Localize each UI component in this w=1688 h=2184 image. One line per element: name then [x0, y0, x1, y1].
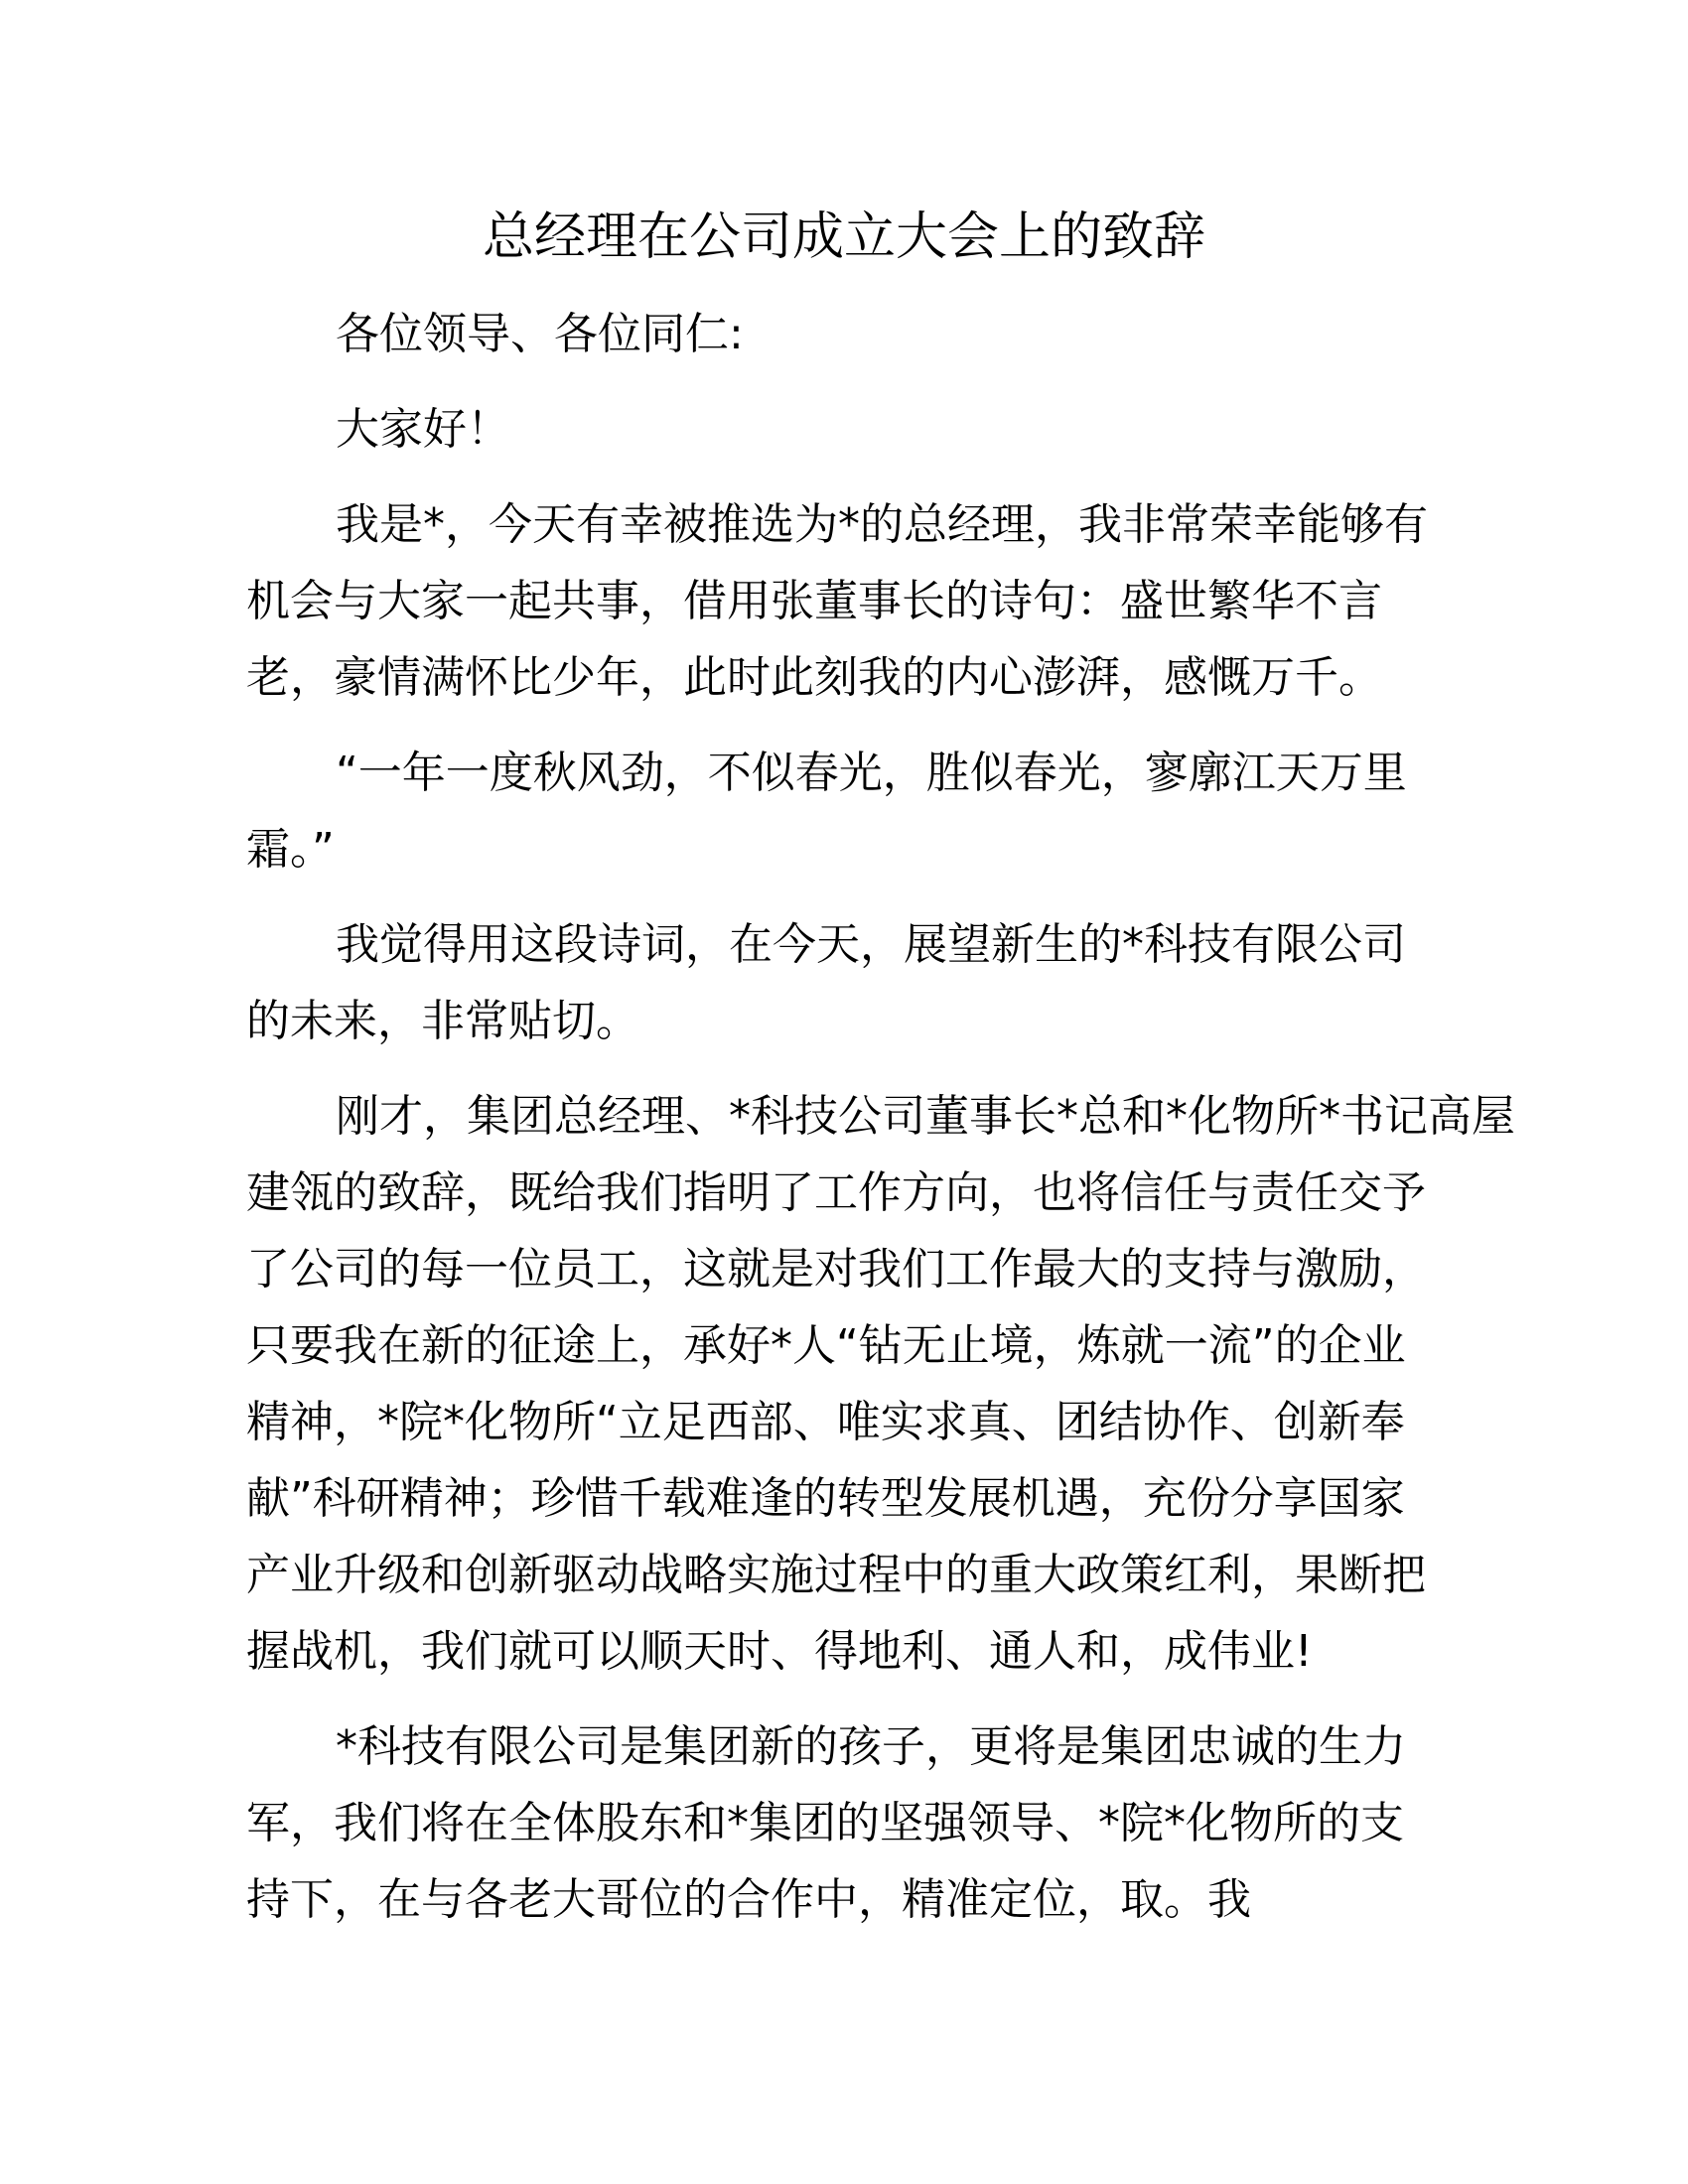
paragraph-line: 献”科研精神；珍惜千载难逢的转型发展机遇，充份分享国家	[246, 1473, 1405, 1524]
paragraph-line: 建瓴的致辞，既给我们指明了工作方向，也将信任与责任交予	[246, 1167, 1426, 1218]
paragraph	[246, 1078, 1537, 1690]
paragraph-line: 我是*，今天有幸被推选为*的总经理，我非常荣幸能够有	[336, 499, 1428, 550]
paragraph	[246, 906, 1537, 1059]
paragraph	[246, 1708, 1537, 1938]
paragraph-line: “一年一度秋风劲，不似春光，胜似春光，寥廓江天万里	[336, 748, 1407, 798]
paragraph-line: 大家好！	[336, 404, 510, 455]
paragraph-line: 机会与大家一起共事，借用张董事长的诗句：盛世繁华不言	[246, 576, 1382, 626]
paragraph-line: *科技有限公司是集团新的孩子，更将是集团忠诚的生力	[336, 1721, 1406, 1772]
paragraph-line: 我觉得用这段诗词，在今天，展望新生的*科技有限公司	[336, 919, 1406, 970]
paragraph-line: 握战机，我们就可以顺天时、得地利、通人和，成伟业!	[246, 1626, 1313, 1677]
paragraph-line: 军，我们将在全体股东和*集团的坚强领导、*院*化物所的支	[246, 1798, 1404, 1848]
paragraph-line: 各位领导、各位同仁:	[336, 309, 744, 359]
document-title: 总经理在公司成立大会上的致辞	[482, 207, 1205, 267]
paragraph-line: 只要我在新的征途上，承好*人“钻无止境，炼就一流”的企业	[246, 1320, 1406, 1371]
paragraph-line: 产业升级和创新驱动战略实施过程中的重大政策红利，果断把	[246, 1550, 1426, 1600]
paragraph	[246, 391, 1537, 468]
paragraph-line: 老，豪情满怀比少年，此时此刻我的内心澎湃，感慨万千。	[246, 652, 1382, 703]
paragraph-line: 刚才，集团总经理、*科技公司董事长*总和*化物所*书记高屋	[336, 1091, 1515, 1142]
paragraph	[246, 486, 1537, 716]
paragraph	[246, 296, 1537, 372]
paragraph-line: 精神，*院*化物所“立足西部、唯实求真、团结协作、创新奉	[246, 1397, 1405, 1447]
paragraph	[246, 735, 1537, 887]
paragraph-line: 霜。”	[246, 824, 335, 875]
paragraph-line: 了公司的每一位员工，这就是对我们工作最大的支持与激励，	[246, 1244, 1426, 1295]
paragraph-line: 的未来，非常贴切。	[246, 996, 639, 1046]
paragraph-line: 持下，在与各老大哥位的合作中，精准定位，取。我	[246, 1874, 1251, 1925]
document-body	[246, 296, 1537, 1957]
